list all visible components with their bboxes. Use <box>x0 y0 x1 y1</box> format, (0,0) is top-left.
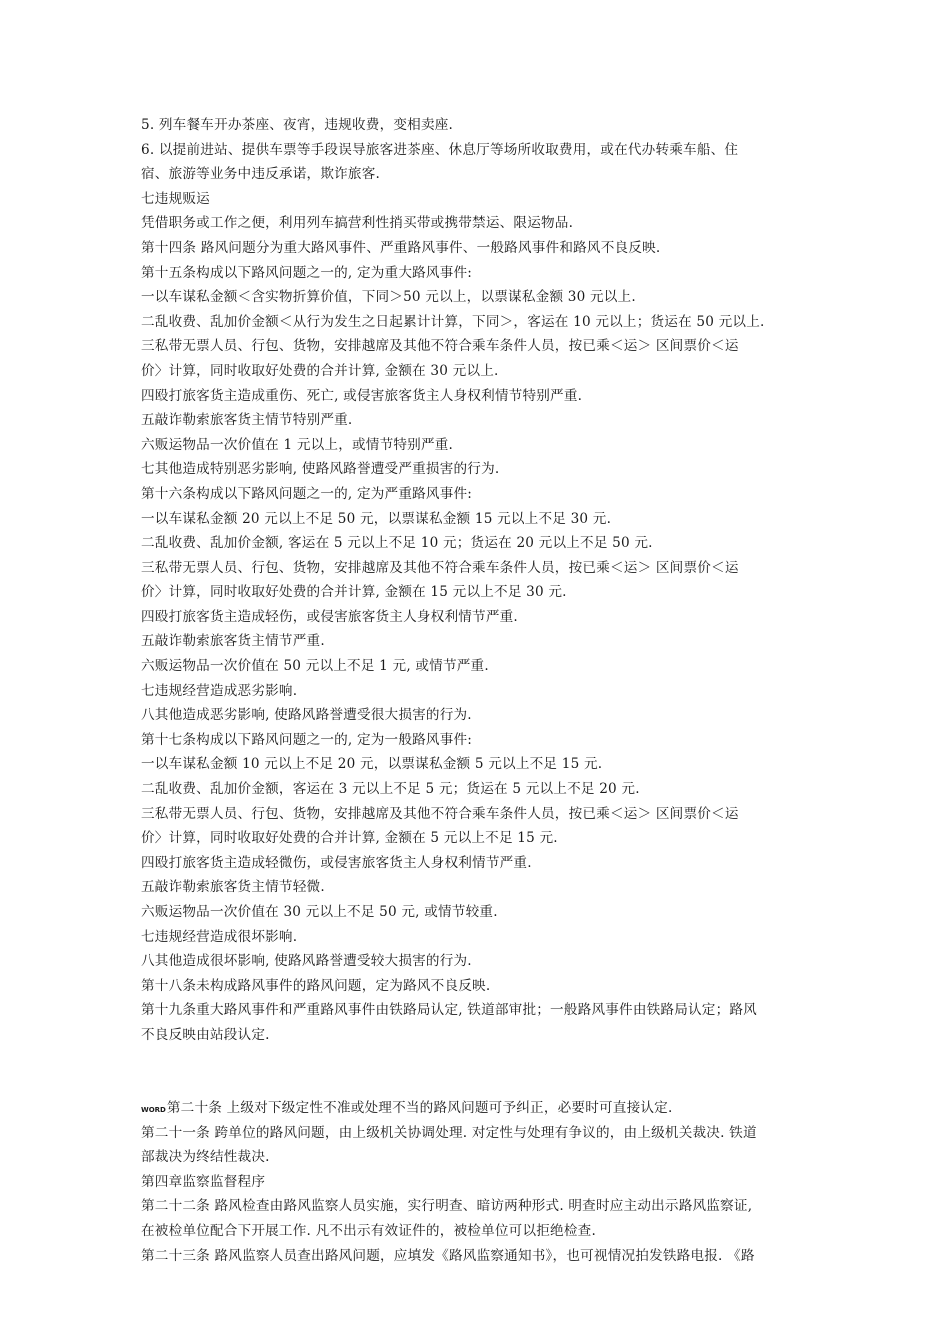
text-line: 部裁决为终结性裁决. <box>141 1149 270 1166</box>
text-line: 七其他造成特别恶劣影响, 使路风路誉遭受严重损害的行为. <box>141 461 500 478</box>
text-line: 五敲诈勒索旅客货主情节特别严重. <box>141 412 353 429</box>
article-19: 第十九条重大路风事件和严重路风事件由铁路局认定, 铁道部审批；一般路风事件由铁路局认定；路风 <box>141 1002 757 1019</box>
chapter-heading: 第四章监察监督程序 <box>141 1173 266 1190</box>
article-21: 第二十一条 跨单位的路风问题，由上级机关协调处理. 对定性与处理有争议的，由上级机关裁决. 铁道 <box>141 1124 757 1141</box>
section-heading: 七违规贩运 <box>141 190 210 207</box>
article-20 <box>141 1096 821 1121</box>
text-line: 四殴打旅客货主造成轻微伤，或侵害旅客货主人身权利情节严重. <box>141 854 532 871</box>
document-body-bottom <box>141 1096 821 1268</box>
text-line: 五敲诈勒索旅客货主情节轻微. <box>141 879 325 896</box>
article-23: 第二十三条 路风监察人员查出路风问题，应填发《路风监察通知书》，也可视情况拍发铁路电报. 《路 <box>141 1247 755 1264</box>
text-line: 六贩运物品一次价值在 1 元以上，或情节特别严重. <box>141 436 454 453</box>
text-line: 宿、旅游等业务中违反承诺，欺诈旅客. <box>141 166 381 183</box>
article-14: 第十四条 路风问题分为重大路风事件、严重路风事件、一般路风事件和路风不良反映. <box>141 239 661 256</box>
text-line: 五敲诈勒索旅客货主情节严重. <box>141 633 325 650</box>
text-line: 价〉计算，同时收取好处费的合并计算, 金额在 15 元以上不足 30 元. <box>141 584 567 601</box>
article-20-text: 第二十条 上级对下级定性不准或处理不当的路风问题可予纠正，必要时可直接认定. <box>166 1100 673 1116</box>
text-line: 不良反映由站段认定. <box>141 1026 270 1043</box>
text-line: 一以车谋私金额 10 元以上不足 20 元，以票谋私金额 5 元以上不足 15 元. <box>141 756 603 773</box>
text-line: 二乱收费、乱加价金额＜从行为发生之日起累计计算，下同＞，客运在 10 元以上；货运在 50 元以上. <box>141 313 765 330</box>
article-16: 第十六条构成以下路风问题之一的, 定为严重路风事件: <box>141 485 473 502</box>
text-line: 一以车谋私金额＜含实物折算价值，下同＞50 元以上，以票谋私金额 30 元以上. <box>141 289 636 306</box>
text-line: 八其他造成很坏影响, 使路风路誉遭受较大损害的行为. <box>141 953 472 970</box>
text-line: 二乱收费、乱加价金额, 客运在 5 元以上不足 10 元；货运在 20 元以上不足 50 元. <box>141 535 653 552</box>
article-22: 第二十二条 路风检查由路风监察人员实施，实行明查、暗访两种形式. 明查时应主动出示路风监察证, <box>141 1198 753 1215</box>
article-15: 第十五条构成以下路风问题之一的, 定为重大路风事件: <box>141 264 473 281</box>
article-18: 第十八条未构成路风事件的路风问题，定为路风不良反映. <box>141 977 491 994</box>
text-line: 二乱收费、乱加价金额，客运在 3 元以上不足 5 元；货运在 5 元以上不足 20 元. <box>141 781 640 798</box>
text-line: 四殴打旅客货主造成重伤、死亡, 或侵害旅客货主人身权利情节特别严重. <box>141 387 583 404</box>
word-watermark: WORD <box>141 1106 166 1114</box>
text-line: 价〉计算，同时收取好处费的合并计算, 金额在 30 元以上. <box>141 362 499 379</box>
text-line: 七违规经营造成恶劣影响. <box>141 682 298 699</box>
text-line: 价〉计算，同时收取好处费的合并计算, 金额在 5 元以上不足 15 元. <box>141 830 558 847</box>
text-line: 凭借职务或工作之便，利用列车搞营利性捎买带或携带禁运、限运物品. <box>141 215 574 232</box>
document-body-top <box>141 113 821 1048</box>
text-line: 5. 列车餐车开办茶座、夜宵，违规收费，变相卖座. <box>141 117 454 133</box>
text-line: 四殴打旅客货主造成轻伤，或侵害旅客货主人身权利情节严重. <box>141 608 518 625</box>
text-line: 六贩运物品一次价值在 30 元以上不足 50 元, 或情节较重. <box>141 904 498 920</box>
text-line: 八其他造成恶劣影响, 使路风路誉遭受很大损害的行为. <box>141 707 472 724</box>
text-line: 三私带无票人员、行包、货物，安排越席及其他不符合乘车条件人员，按已乘＜运＞ 区间票价＜运 <box>141 338 739 355</box>
text-line: 一以车谋私金额 20 元以上不足 50 元，以票谋私金额 15 元以上不足 30 元. <box>141 510 612 527</box>
text-line: 三私带无票人员、行包、货物，安排越席及其他不符合乘车条件人员，按已乘＜运＞ 区间票价＜运 <box>141 805 739 822</box>
text-line: 在被检单位配合下开展工作. 凡不出示有效证件的，被检单位可以拒绝检查. <box>141 1222 596 1239</box>
text-line: 七违规经营造成很坏影响. <box>141 928 298 945</box>
article-17: 第十七条构成以下路风问题之一的, 定为一般路风事件: <box>141 731 473 748</box>
text-line: 六贩运物品一次价值在 50 元以上不足 1 元, 或情节严重. <box>141 658 489 675</box>
text-line: 6. 以提前进站、提供车票等手段误导旅客进茶座、休息厅等场所收取费用，或在代办转乘车船、住 <box>141 141 739 158</box>
text-line: 三私带无票人员、行包、货物，安排越席及其他不符合乘车条件人员，按已乘＜运＞ 区间票价＜运 <box>141 559 739 576</box>
